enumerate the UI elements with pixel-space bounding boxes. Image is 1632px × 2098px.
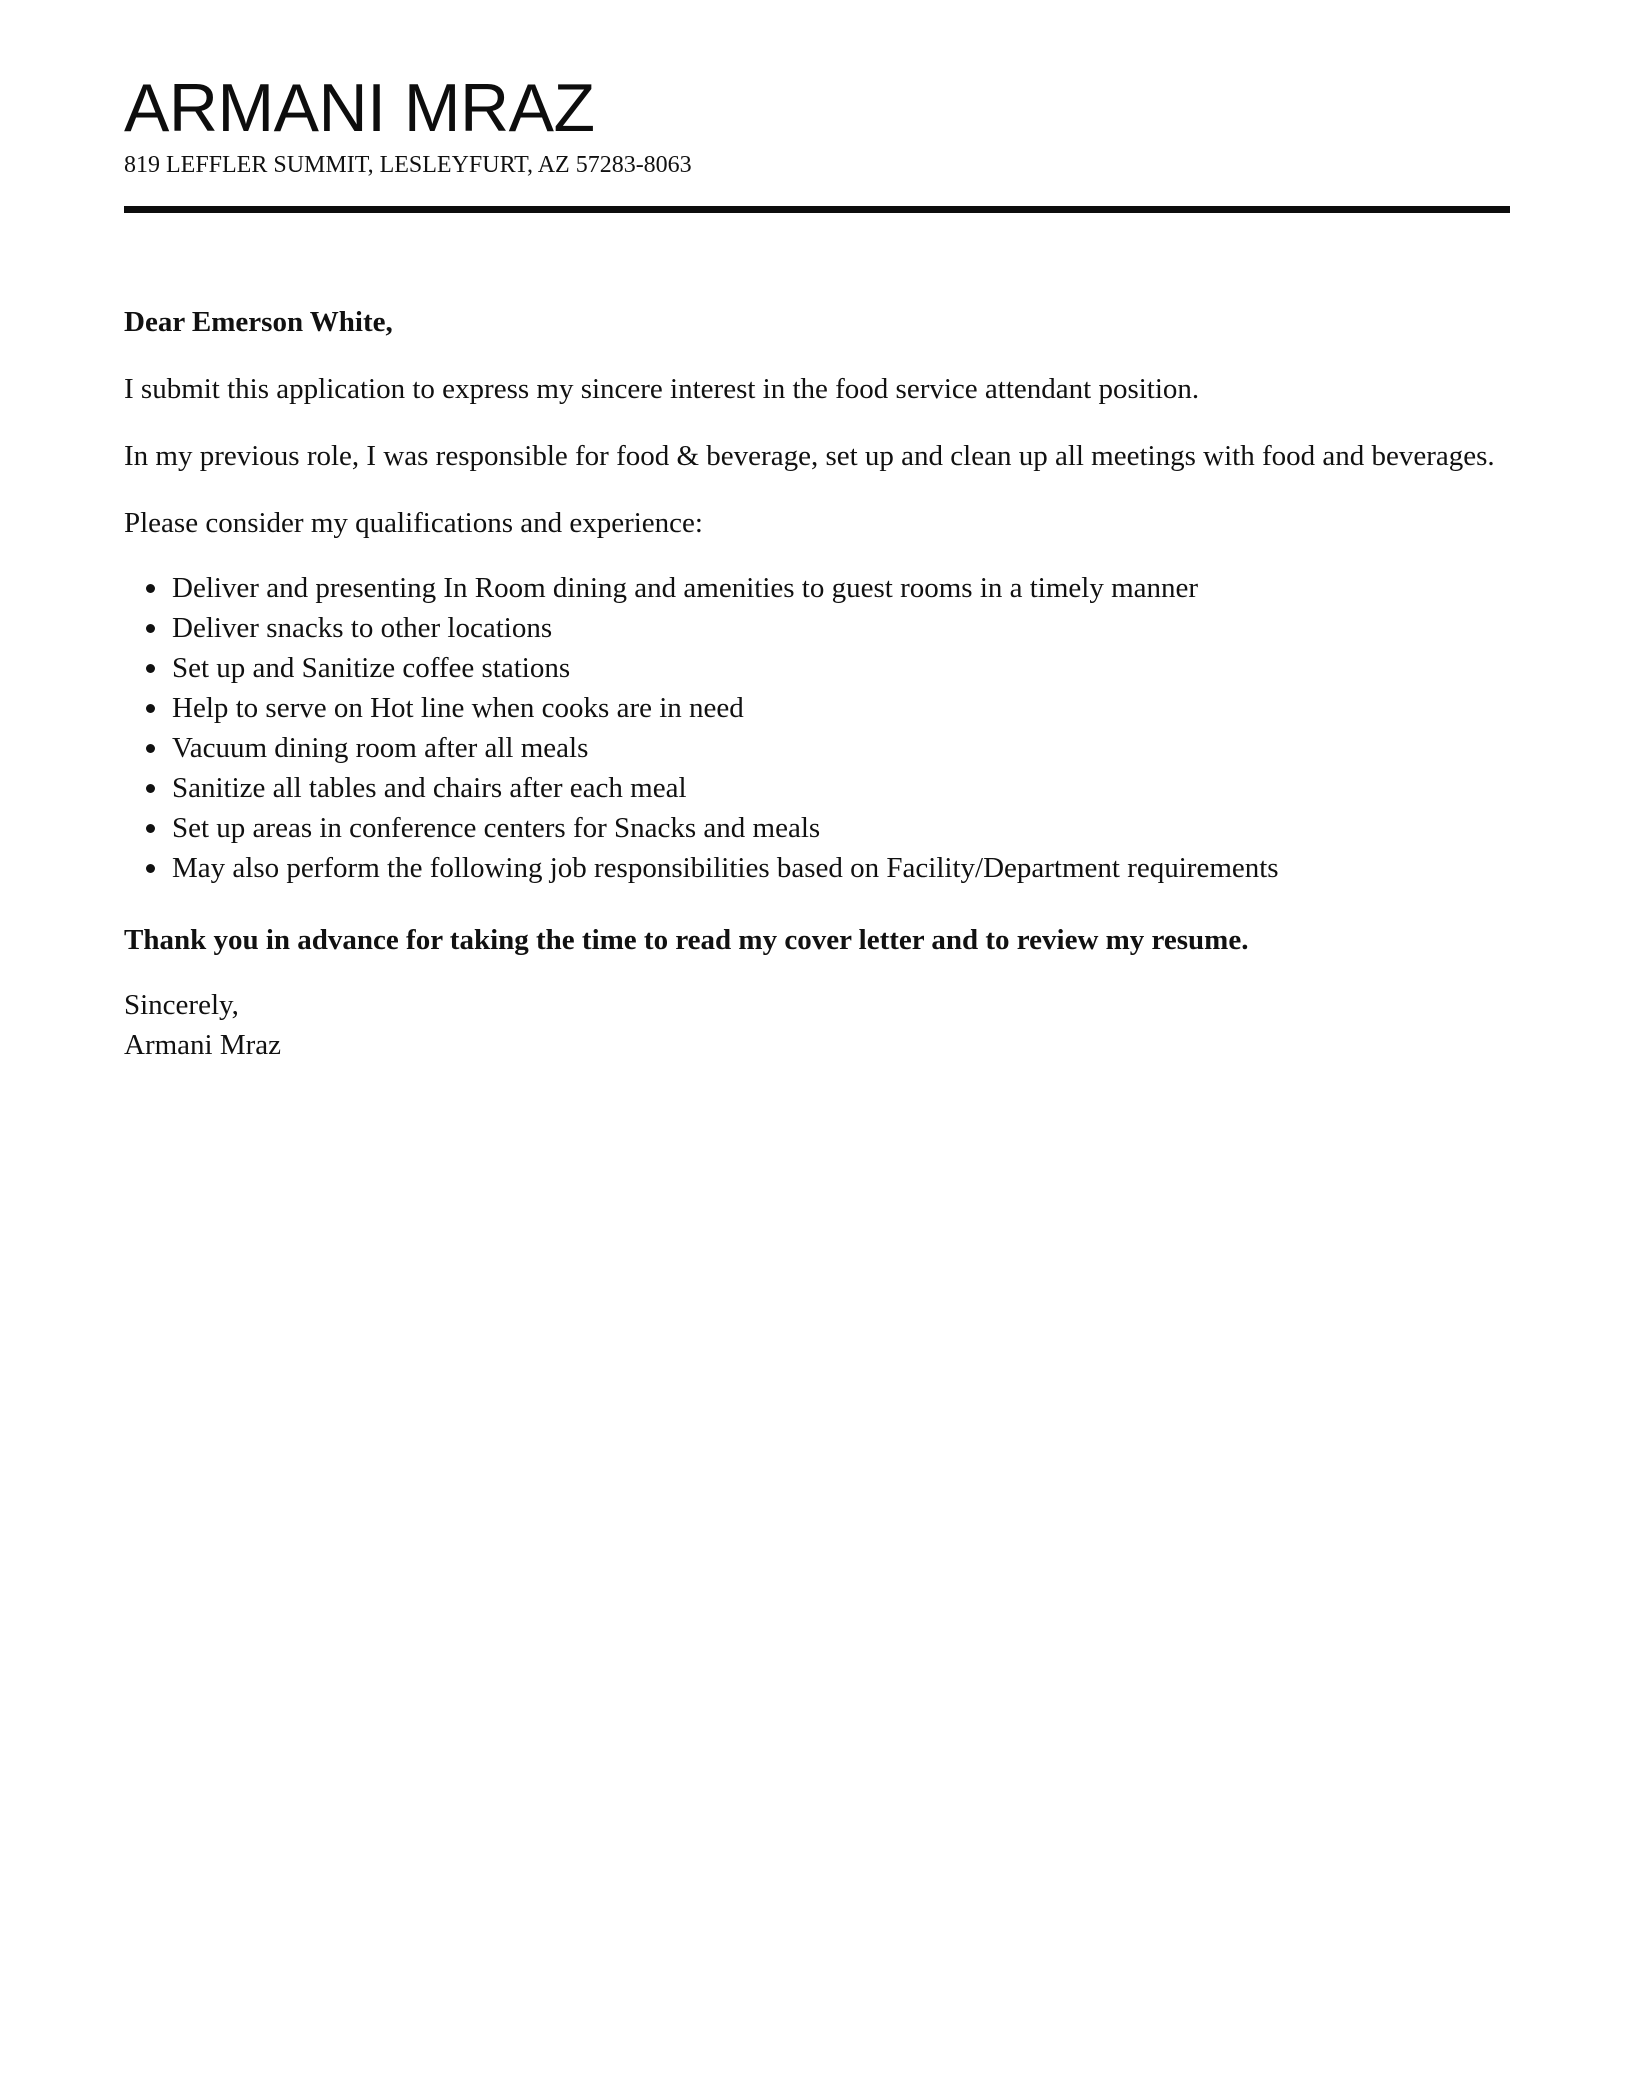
list-item-text: Set up areas in conference centers for Snacks and meals: [172, 812, 821, 844]
salutation: Dear Emerson White,: [124, 306, 393, 338]
applicant-name: ARMANI MRAZ: [124, 70, 595, 146]
intro-paragraph: I submit this application to express my sincere interest in the food service attendant position.: [124, 373, 1200, 405]
list-item-text: Deliver snacks to other locations: [172, 612, 553, 644]
list-item-text: Set up and Sanitize coffee stations: [172, 652, 571, 684]
qualifications-list: [124, 568, 1510, 888]
list-item: [172, 768, 1510, 808]
closing-statement: Thank you in advance for taking the time to read my cover letter and to review my resume.: [124, 924, 1249, 956]
list-item-text: May also perform the following job responsibilities based on Facility/Department requirements: [172, 852, 1279, 884]
bullet-icon: [146, 744, 155, 753]
list-item-text: Help to serve on Hot line when cooks are in need: [172, 692, 744, 724]
list-item-text: Deliver and presenting In Room dining and amenities to guest rooms in a timely manner: [172, 572, 1199, 604]
applicant-address: 819 LEFFLER SUMMIT, LESLEYFURT, AZ 57283-8063: [124, 152, 692, 178]
list-item: [172, 608, 1510, 648]
signature-name: Armani Mraz: [124, 1029, 282, 1061]
list-item: [172, 648, 1510, 688]
list-item: [172, 808, 1510, 848]
signoff: Sincerely,: [124, 989, 239, 1021]
list-item: [172, 848, 1510, 888]
bullet-icon: [146, 624, 155, 633]
list-item-text: Sanitize all tables and chairs after each meal: [172, 772, 687, 804]
bullet-icon: [146, 824, 155, 833]
list-item-text: Vacuum dining room after all meals: [172, 732, 589, 764]
letter-body: [124, 300, 1510, 1065]
bullet-icon: [146, 584, 155, 593]
list-item: [172, 728, 1510, 768]
list-item: [172, 568, 1510, 608]
qualifications-intro: Please consider my qualifications and experience:: [124, 507, 703, 539]
bullet-icon: [146, 704, 155, 713]
list-item: [172, 688, 1510, 728]
bullet-icon: [146, 864, 155, 873]
header-divider: [124, 206, 1510, 213]
bullet-icon: [146, 664, 155, 673]
bullet-icon: [146, 784, 155, 793]
experience-paragraph: In my previous role, I was responsible for food & beverage, set up and clean up all meetings with food and beverages.: [124, 440, 1495, 472]
